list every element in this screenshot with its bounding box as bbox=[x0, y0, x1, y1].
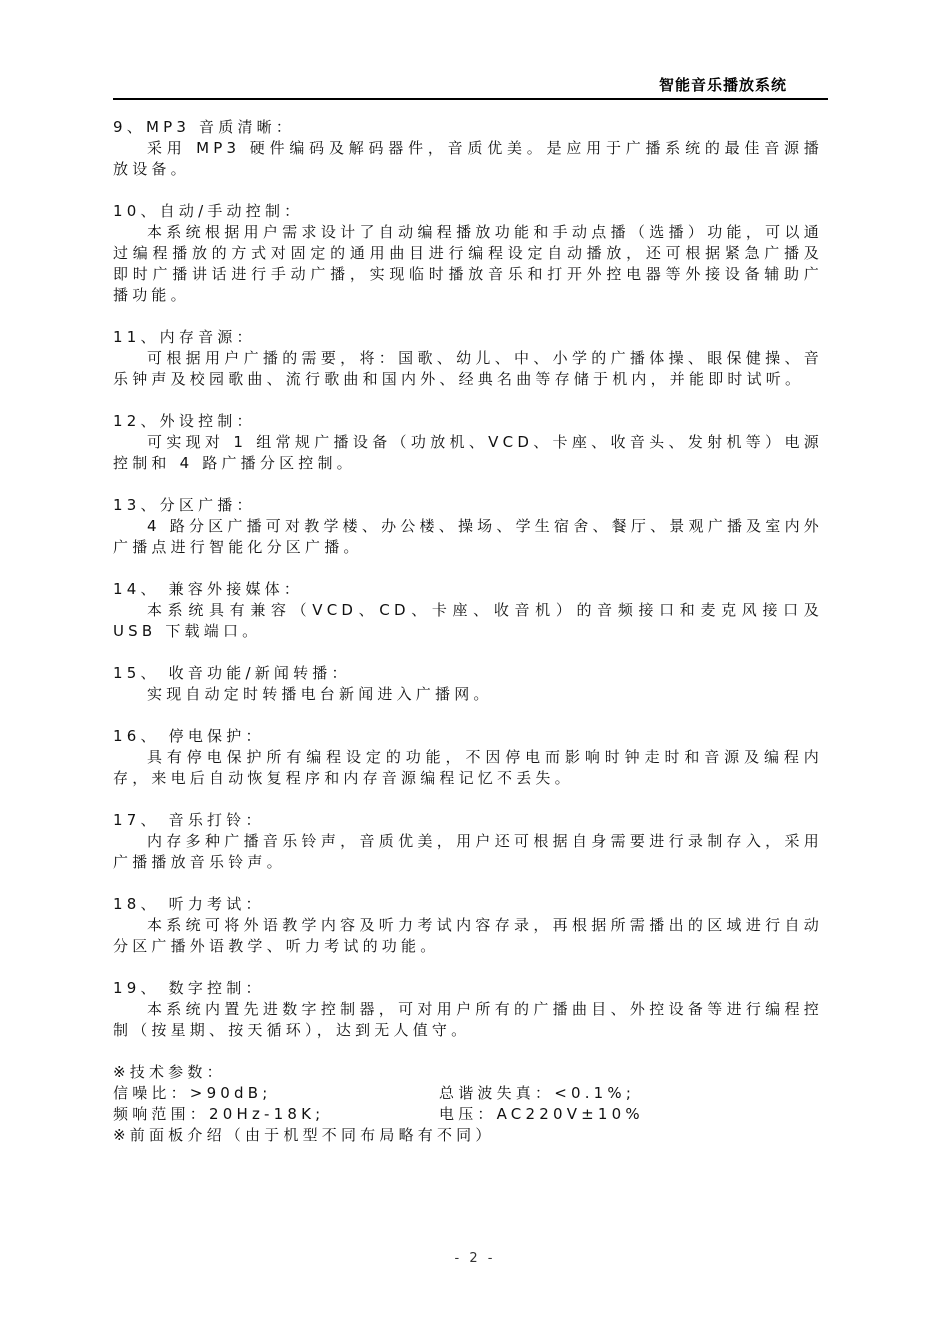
section-listening-exam bbox=[113, 894, 823, 957]
section-title: 17、 音乐打铃： bbox=[113, 811, 265, 829]
spec-row bbox=[113, 1104, 823, 1125]
section-title: 18、 听力考试： bbox=[113, 895, 265, 913]
page-number: - 2 - bbox=[454, 1251, 496, 1266]
section-body: 具有停电保护所有编程设定的功能，不因停电而影响时钟走时和音源及编程内存，来电后自动恢复程序和内存音源编程记忆不丢失。 bbox=[113, 748, 823, 787]
technical-specs bbox=[113, 1062, 823, 1146]
section-title: 12、外设控制： bbox=[113, 412, 256, 430]
section-title: 14、 兼容外接媒体： bbox=[113, 580, 304, 598]
spec-frequency-response: 频响范围：20Hz-18K; bbox=[113, 1105, 325, 1123]
section-body: 实现自动定时转播电台新闻进入广播网。 bbox=[147, 685, 493, 703]
section-body: 可根据用户广播的需要，将：国歌、幼儿、中、小学的广播体操、眼保健操、音乐钟声及校园歌曲、流行歌曲和国内外、经典名曲等存储于机内，并能即时试听。 bbox=[113, 349, 823, 388]
section-peripheral-control bbox=[113, 411, 823, 474]
section-external-media bbox=[113, 579, 823, 642]
spec-row bbox=[113, 1083, 823, 1104]
section-body: 本系统内置先进数字控制器，可对用户所有的广播曲目、外控设备等进行编程控制（按星期、按天循环），达到无人值守。 bbox=[113, 1000, 823, 1039]
section-radio-news bbox=[113, 663, 823, 705]
section-body: 本系统可将外语教学内容及听力考试内容存录，再根据所需播出的区域进行自动分区广播外语教学、听力考试的功能。 bbox=[113, 916, 823, 955]
front-panel-note: ※前面板介绍（由于机型不同布局略有不同） bbox=[113, 1126, 495, 1144]
spec-snr: 信噪比：>90dB; bbox=[113, 1084, 272, 1102]
header-divider bbox=[113, 98, 828, 100]
section-power-failure-protection bbox=[113, 726, 823, 789]
section-title: 15、 收音功能/新闻转播： bbox=[113, 664, 351, 682]
section-body: 本系统具有兼容（VCD、CD、卡座、收音机）的音频接口和麦克风接口及 USB 下载端口。 bbox=[113, 601, 823, 640]
specs-heading: ※技术参数： bbox=[113, 1063, 226, 1081]
spec-voltage: 电压：AC220V±10% bbox=[439, 1105, 644, 1123]
section-body: 可实现对 1 组常规广播设备（功放机、VCD、卡座、收音头、发射机等）电源控制和 4 路广播分区控制。 bbox=[113, 433, 823, 472]
section-body: 内存多种广播音乐铃声，音质优美，用户还可根据自身需要进行录制存入，采用广播播放音乐铃声。 bbox=[113, 832, 823, 871]
section-zone-broadcast bbox=[113, 495, 823, 558]
section-auto-manual-control bbox=[113, 201, 823, 306]
section-digital-control bbox=[113, 978, 823, 1041]
section-mp3-quality bbox=[113, 117, 823, 180]
document-body bbox=[113, 117, 823, 1146]
section-body: 4 路分区广播可对教学楼、办公楼、操场、学生宿舍、餐厅、景观广播及室内外广播点进行智能化分区广播。 bbox=[113, 517, 823, 556]
section-title: 11、内存音源： bbox=[113, 328, 256, 346]
section-title: 9、MP3 音质清晰： bbox=[113, 118, 296, 136]
section-title: 19、 数字控制： bbox=[113, 979, 265, 997]
section-title: 13、分区广播： bbox=[113, 496, 256, 514]
spec-thd: 总谐波失真：<0.1%; bbox=[439, 1084, 636, 1102]
section-music-bell bbox=[113, 810, 823, 873]
page-header-title: 智能音乐播放系统 bbox=[658, 76, 787, 94]
section-body: 本系统根据用户需求设计了自动编程播放功能和手动点播（选播）功能，可以通过编程播放的方式对固定的通用曲目进行编程设定自动播放，还可根据紧急广播及即时广播讲话进行手动广播，实现临时播放音乐和打开外控电器等外接设备辅助广播功能。 bbox=[113, 223, 823, 304]
section-title: 10、自动/手动控制： bbox=[113, 202, 304, 220]
section-body: 采用 MP3 硬件编码及解码器件，音质优美。是应用于广播系统的最佳音源播放设备。 bbox=[113, 139, 823, 178]
section-internal-audio bbox=[113, 327, 823, 390]
section-title: 16、 停电保护： bbox=[113, 727, 265, 745]
